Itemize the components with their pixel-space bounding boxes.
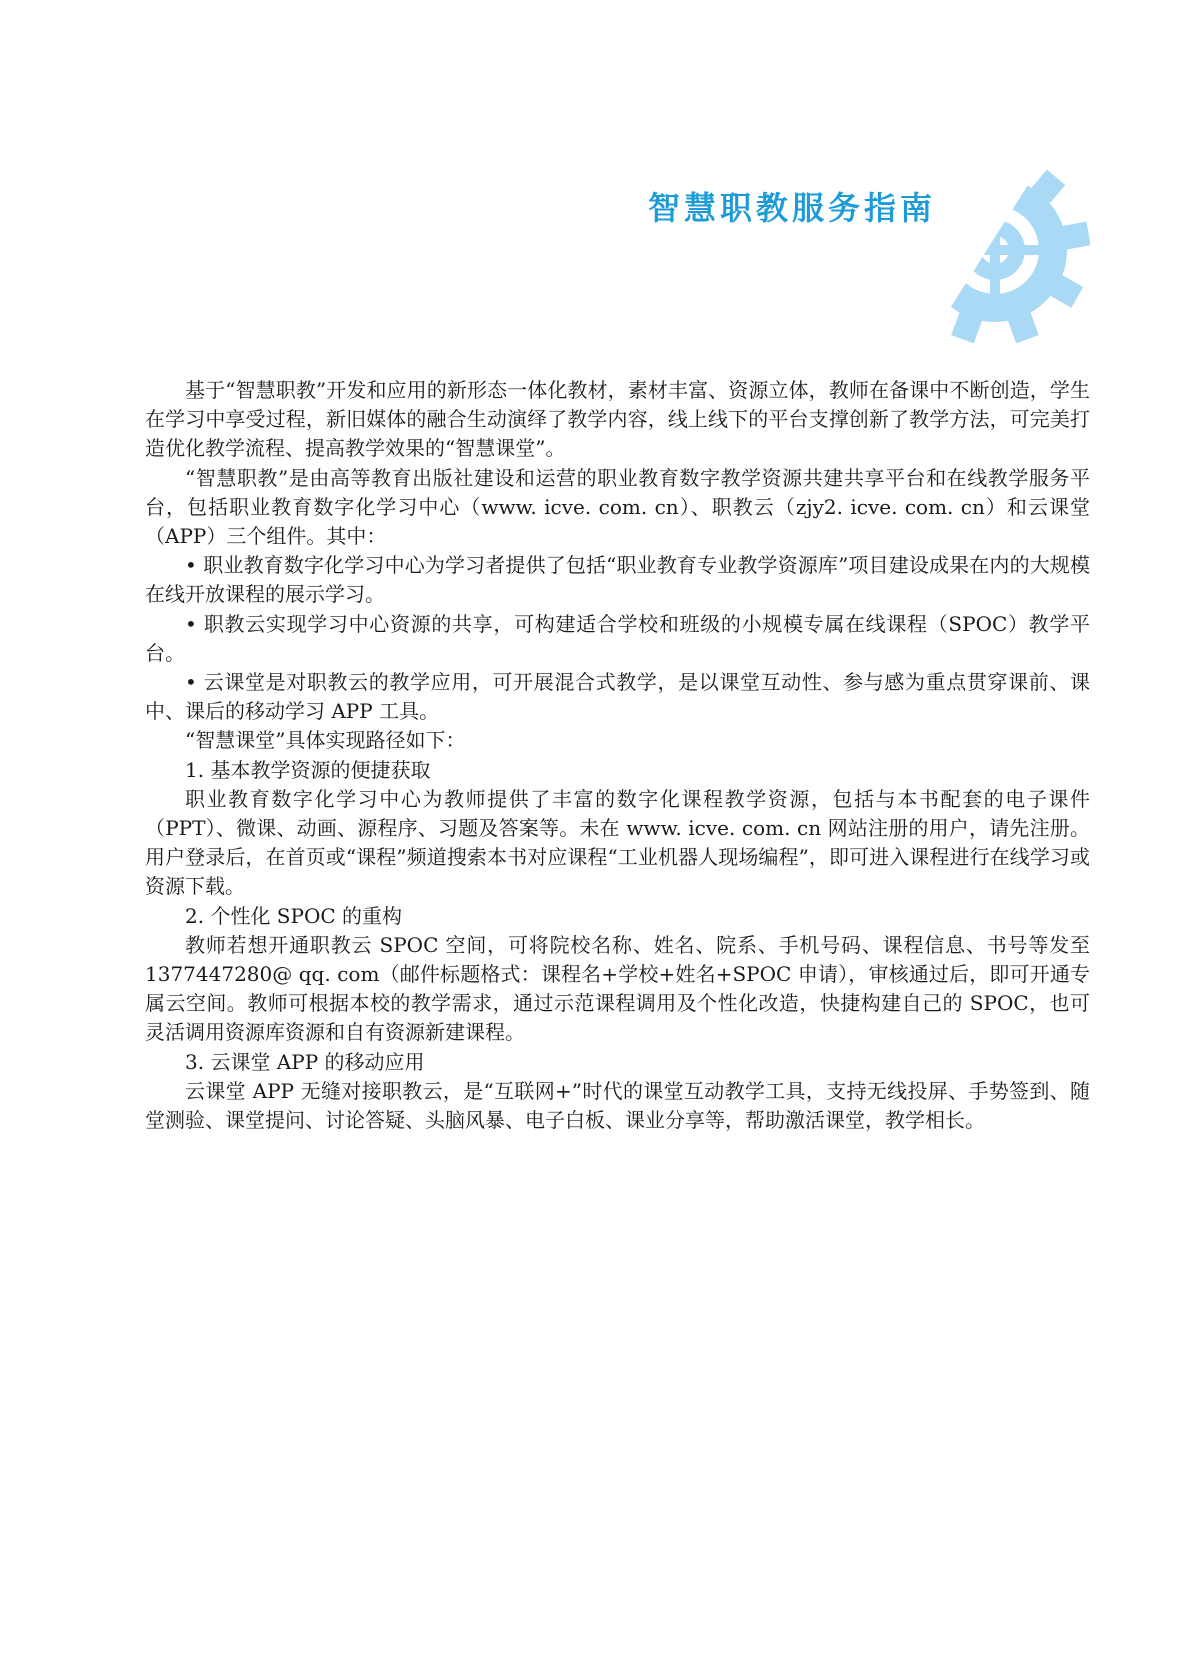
body-text bbox=[145, 376, 1090, 1135]
bullet-item-cloud-classroom: • 云课堂是对职教云的教学应用，可开展混合式教学，是以课堂互动性、参与感为重点贯穿课前、课中、课后的移动学习 APP 工具。 bbox=[145, 670, 1090, 724]
page-title: 智慧职教服务指南 bbox=[648, 189, 937, 227]
section-heading-2: 2. 个性化 SPOC 的重构 bbox=[185, 903, 403, 928]
intro-paragraph: 基于“智慧职教”开发和应用的新形态一体化教材，素材丰富、资源立体，教师在备课中不断创造，学生在学习中享受过程，新旧媒体的融合生动演绎了教学内容，线上线下的平台支撑创新了教学方法，可完美打造优化教学流程、提高教学效果的“智慧课堂”。 bbox=[145, 378, 1090, 461]
platform-paragraph: “智慧职教”是由高等教育出版社建设和运营的职业教育数字教学资源共建共享平台和在线教学服务平台，包括职业教育数字化学习中心（www. icve. com. cn）、职教云（zjy2. icve. com. cn）和云课堂（APP）三个组件。其中： bbox=[145, 465, 1090, 549]
bullet-item-learning-center: • 职业教育数字化学习中心为学习者提供了包括“职业教育专业教学资源库”项目建设成果在内的大规模在线开放课程的展示学习。 bbox=[145, 553, 1090, 607]
section-paragraph-3: 云课堂 APP 无缝对接职教云，是“互联网+”时代的课堂互动教学工具，支持无线投屏、手势签到、随堂测验、课堂提问、讨论答疑、头脑风暴、电子白板、课业分享等，帮助激活课堂，教学相长。 bbox=[145, 1078, 1090, 1133]
section-paragraph-1: 职业教育数字化学习中心为教师提供了丰富的数字化课程教学资源，包括与本书配套的电子课件（PPT）、微课、动画、源程序、习题及答案等。未在 www. icve. com. cn 网站注册的用户，请先注册。用户登录后，在首页或“课程”频道搜索本书对应课程“工业机器人现场编程”，即可进入课程进行在线学习或资源下载。 bbox=[145, 786, 1090, 899]
section-heading-3: 3. 云课堂 APP 的移动应用 bbox=[185, 1049, 425, 1074]
bullet-item-zhijiaoyun: • 职教云实现学习中心资源的共享，可构建适合学校和班级的小规模专属在线课程（SPOC）教学平台。 bbox=[145, 611, 1090, 665]
gear-icon bbox=[900, 150, 1090, 350]
section-heading-1: 1. 基本教学资源的便捷获取 bbox=[185, 757, 431, 782]
section-paragraph-2: 教师若想开通职教云 SPOC 空间，可将院校名称、姓名、院系、手机号码、课程信息、书号等发至 1377447280@ qq. com（邮件标题格式：课程名+学校+姓名+SPOC 申请），审核通过后，即可开通专属云空间。教师可根据本校的教学需求，通过示范课程调用及个性化改造，快捷构建自己的 SPOC，也可灵活调用资源库资源和自有资源新建课程。 bbox=[145, 932, 1090, 1045]
path-intro-paragraph: “智慧课堂”具体实现路径如下： bbox=[185, 728, 466, 753]
